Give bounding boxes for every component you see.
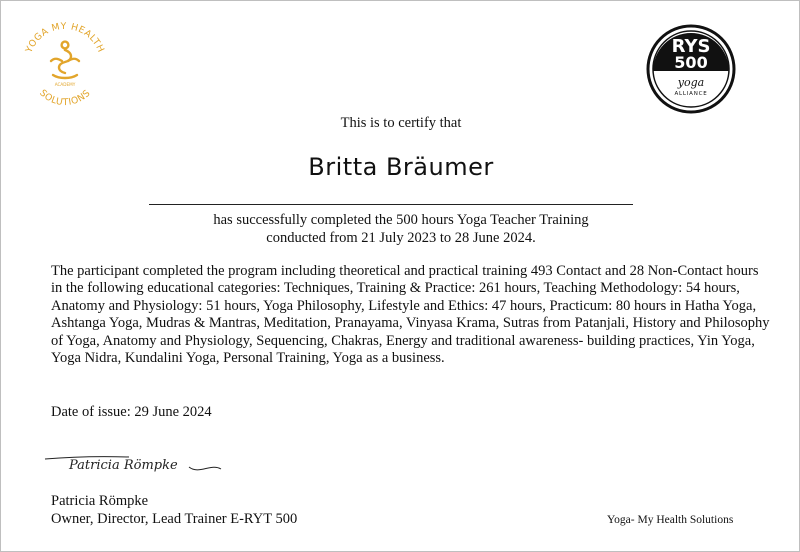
signer-name: Patricia Römpke bbox=[51, 493, 149, 509]
signer-title: Owner, Director, Lead Trainer E-RYT 500 bbox=[51, 511, 298, 527]
signature bbox=[39, 445, 229, 479]
logo-text-top: YOGA MY HEALTH bbox=[23, 20, 107, 55]
badge-500: 500 bbox=[674, 53, 708, 72]
signature-text: Patricia Römpke bbox=[69, 458, 178, 473]
certify-intro: This is to certify that bbox=[340, 115, 462, 131]
rys-500-badge bbox=[645, 23, 737, 115]
logo-academy-text: ACADEMY bbox=[54, 82, 76, 87]
completion-statement bbox=[1, 211, 800, 247]
yoga-figure-icon bbox=[51, 42, 79, 78]
svg-text:SOLUTIONS bbox=[37, 88, 93, 109]
yoga-my-health-logo bbox=[15, 15, 115, 115]
completion-line-1: has successfully completed the 500 hours Yoga Teacher Training bbox=[213, 212, 589, 228]
program-description: The participant completed the program including theoretical and practical training 493 Contact and 28 Non-Contact hours in the following educational categories: Techniques, Training & Practice: 261 hours, Teaching Methodology: 54 hours, Anatomy and Physiology: 51 hours, Yoga Philosophy, Lifestyle and Ethics: 47 hours, Practicum: 80 hours in Hatha Yoga, Ashtanga Yoga, Mudras & Mantras, Meditation, Pranayama, Vinyasa Krama, Sutras from Patanjali, History and Philosophy of Yoga, Anatomy and Physiology, Sequencing, Chakras, Energy and traditional awareness- building practices, Yin Yoga, Yoga Nidra, Kundalini Yoga, Personal Training, Yoga as a business. bbox=[51, 263, 770, 367]
badge-yoga: yoga bbox=[677, 76, 705, 89]
date-of-issue: Date of issue: 29 June 2024 bbox=[51, 404, 212, 420]
completion-line-2: conducted from 21 July 2023 to 28 June 2024. bbox=[266, 230, 536, 246]
recipient-name: Britta Bräumer bbox=[308, 153, 494, 181]
name-underline bbox=[149, 204, 633, 205]
logo-text-bottom: SOLUTIONS bbox=[37, 87, 93, 109]
badge-alliance: ALLIANCE bbox=[674, 91, 708, 97]
organization-name: Yoga- My Health Solutions bbox=[607, 514, 734, 526]
signer-block bbox=[51, 492, 297, 528]
badge-rys: RYS bbox=[671, 36, 711, 57]
